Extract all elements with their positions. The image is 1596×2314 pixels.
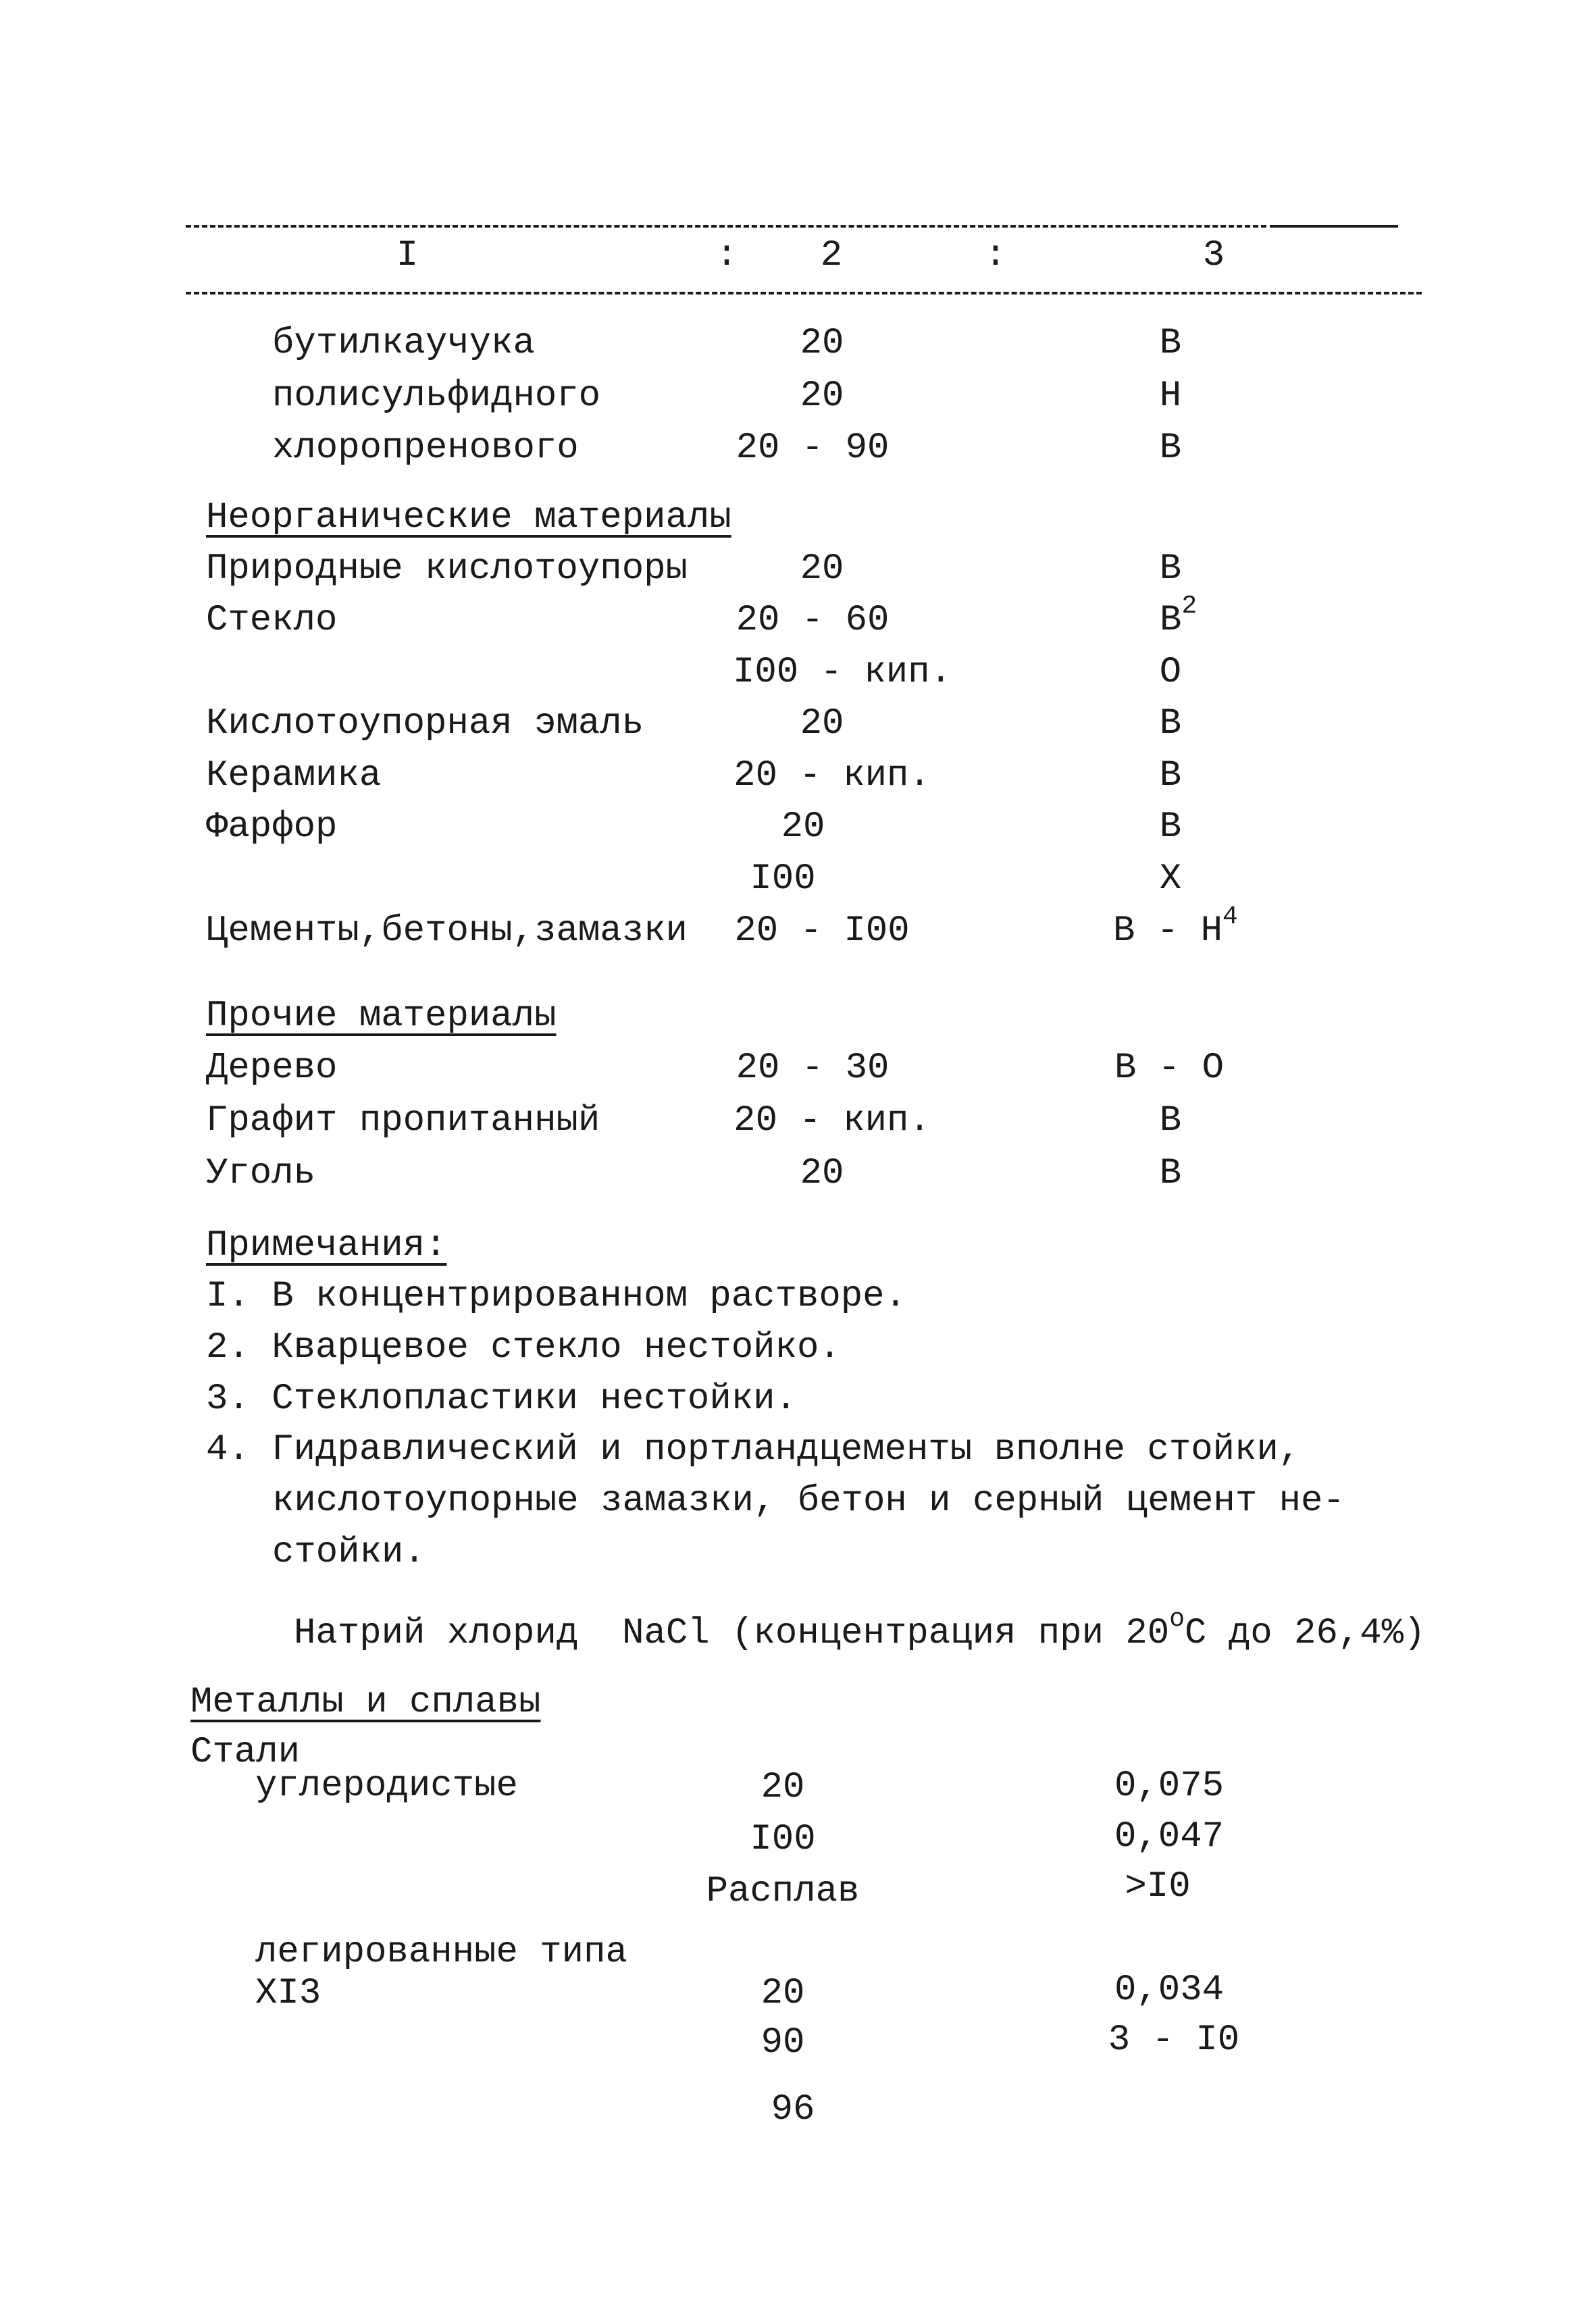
row-name: Кислотоупорная эмаль <box>206 703 644 744</box>
row-temp: 20 <box>800 323 844 364</box>
footnote-ref: 4 <box>1222 902 1238 931</box>
note-item: кислотоупорные замазки, бетон и серный цемент не- <box>272 1481 1345 1522</box>
row-name: Уголь <box>206 1153 316 1194</box>
steels-label: Стали <box>190 1732 301 1773</box>
row-rating: В - $Н^4$ <box>1113 902 1238 952</box>
row-rating: В <box>1159 703 1182 744</box>
section-heading-inorganic: Неорганические материалы <box>206 497 731 538</box>
row-name: XI3 <box>255 1973 321 2014</box>
row-name: углеродистые <box>255 1766 518 1807</box>
row-temp: Расплав <box>706 1871 860 1912</box>
notes-heading: Примечания: <box>206 1225 447 1266</box>
row-temp: 20 <box>800 376 844 417</box>
page-number: 96 <box>771 2089 815 2130</box>
header-top-rule <box>186 225 1266 228</box>
row-rating: $В^2$ <box>1160 592 1198 641</box>
row-temp: 20 - кип. <box>733 1100 931 1141</box>
row-rating: В <box>1159 755 1182 796</box>
note-item: 4. Гидравлический и портландцементы вполне стойки, <box>206 1429 1301 1470</box>
row-temp: 20 <box>800 703 844 744</box>
footnote-ref: 2 <box>1181 592 1198 621</box>
row-temp: 20 <box>781 806 825 848</box>
row-rating: В <box>1159 1153 1182 1194</box>
row-name: Керамика <box>206 755 382 796</box>
row-rating: В <box>1159 1100 1182 1141</box>
row-rating: В - О <box>1114 1048 1225 1089</box>
row-temp: 20 <box>800 548 844 590</box>
row-rating: Х <box>1159 858 1182 900</box>
note-item: 3. Стеклопластики нестойки. <box>206 1379 797 1420</box>
degree-sign: о <box>1169 1605 1185 1634</box>
row-name: Графит пропитанный <box>206 1100 600 1141</box>
row-temp: 90 <box>761 2022 805 2063</box>
row-name: Фарфор <box>206 806 338 848</box>
row-rating: В <box>1159 428 1182 469</box>
row-temp: 20 - I00 <box>734 910 910 952</box>
row-temp: 20 - 60 <box>736 600 890 641</box>
row-name: хлоропренового <box>272 428 579 469</box>
row-rating: В <box>1159 548 1182 590</box>
row-temp: I00 - кип. <box>732 652 952 693</box>
row-temp: 20 <box>761 1973 805 2014</box>
section-heading-other: Прочие материалы <box>206 996 557 1037</box>
note-item: 2. Кварцевое стекло нестойко. <box>206 1327 841 1368</box>
header-sep-2: : <box>984 235 1007 276</box>
note-item: I. В концентрированном растворе. <box>206 1276 906 1317</box>
row-temp: I00 <box>750 1819 816 1860</box>
row-rating: Н <box>1159 376 1182 417</box>
row-temp: I00 <box>750 858 816 900</box>
row-temp: 20 - кип. <box>733 755 931 796</box>
row-rate: 0,034 <box>1114 1970 1225 2011</box>
row-name: Стекло <box>206 600 338 641</box>
section-title: Натрий хлорид NaCl (концентрация при $20^оС$ до 26,4%) <box>294 1605 1426 1654</box>
row-rating: О <box>1159 652 1182 693</box>
header-top-rule-end <box>1270 225 1398 228</box>
row-name: полисульфидного <box>272 376 601 417</box>
header-col-3: 3 <box>1202 235 1225 276</box>
row-rate: 0,075 <box>1114 1766 1225 1807</box>
header-bottom-rule <box>186 292 1422 294</box>
row-rate: >I0 <box>1125 1866 1191 1907</box>
row-name: Дерево <box>206 1048 338 1089</box>
row-name: бутилкаучука <box>272 323 535 364</box>
row-temp: 20 <box>800 1153 844 1194</box>
note-item: стойки. <box>272 1532 426 1573</box>
row-name: Природные кислотоупоры <box>206 548 688 590</box>
row-temp: 20 <box>761 1767 805 1808</box>
header-col-1: I <box>396 235 419 276</box>
row-rate: 3 - I0 <box>1108 2020 1240 2061</box>
header-col-2: 2 <box>820 235 843 276</box>
metals-heading: Металлы и сплавы <box>190 1682 541 1723</box>
row-name: Цементы,бетоны,замазки <box>206 910 688 952</box>
row-rating: В <box>1159 323 1182 364</box>
row-temp: 20 - 30 <box>736 1048 890 1089</box>
row-rating: В <box>1159 806 1182 848</box>
row-rate: 0,047 <box>1114 1816 1225 1857</box>
row-temp: 20 - 90 <box>736 428 890 469</box>
row-name: легированные типа <box>255 1932 627 1973</box>
header-sep-1: : <box>715 235 738 276</box>
